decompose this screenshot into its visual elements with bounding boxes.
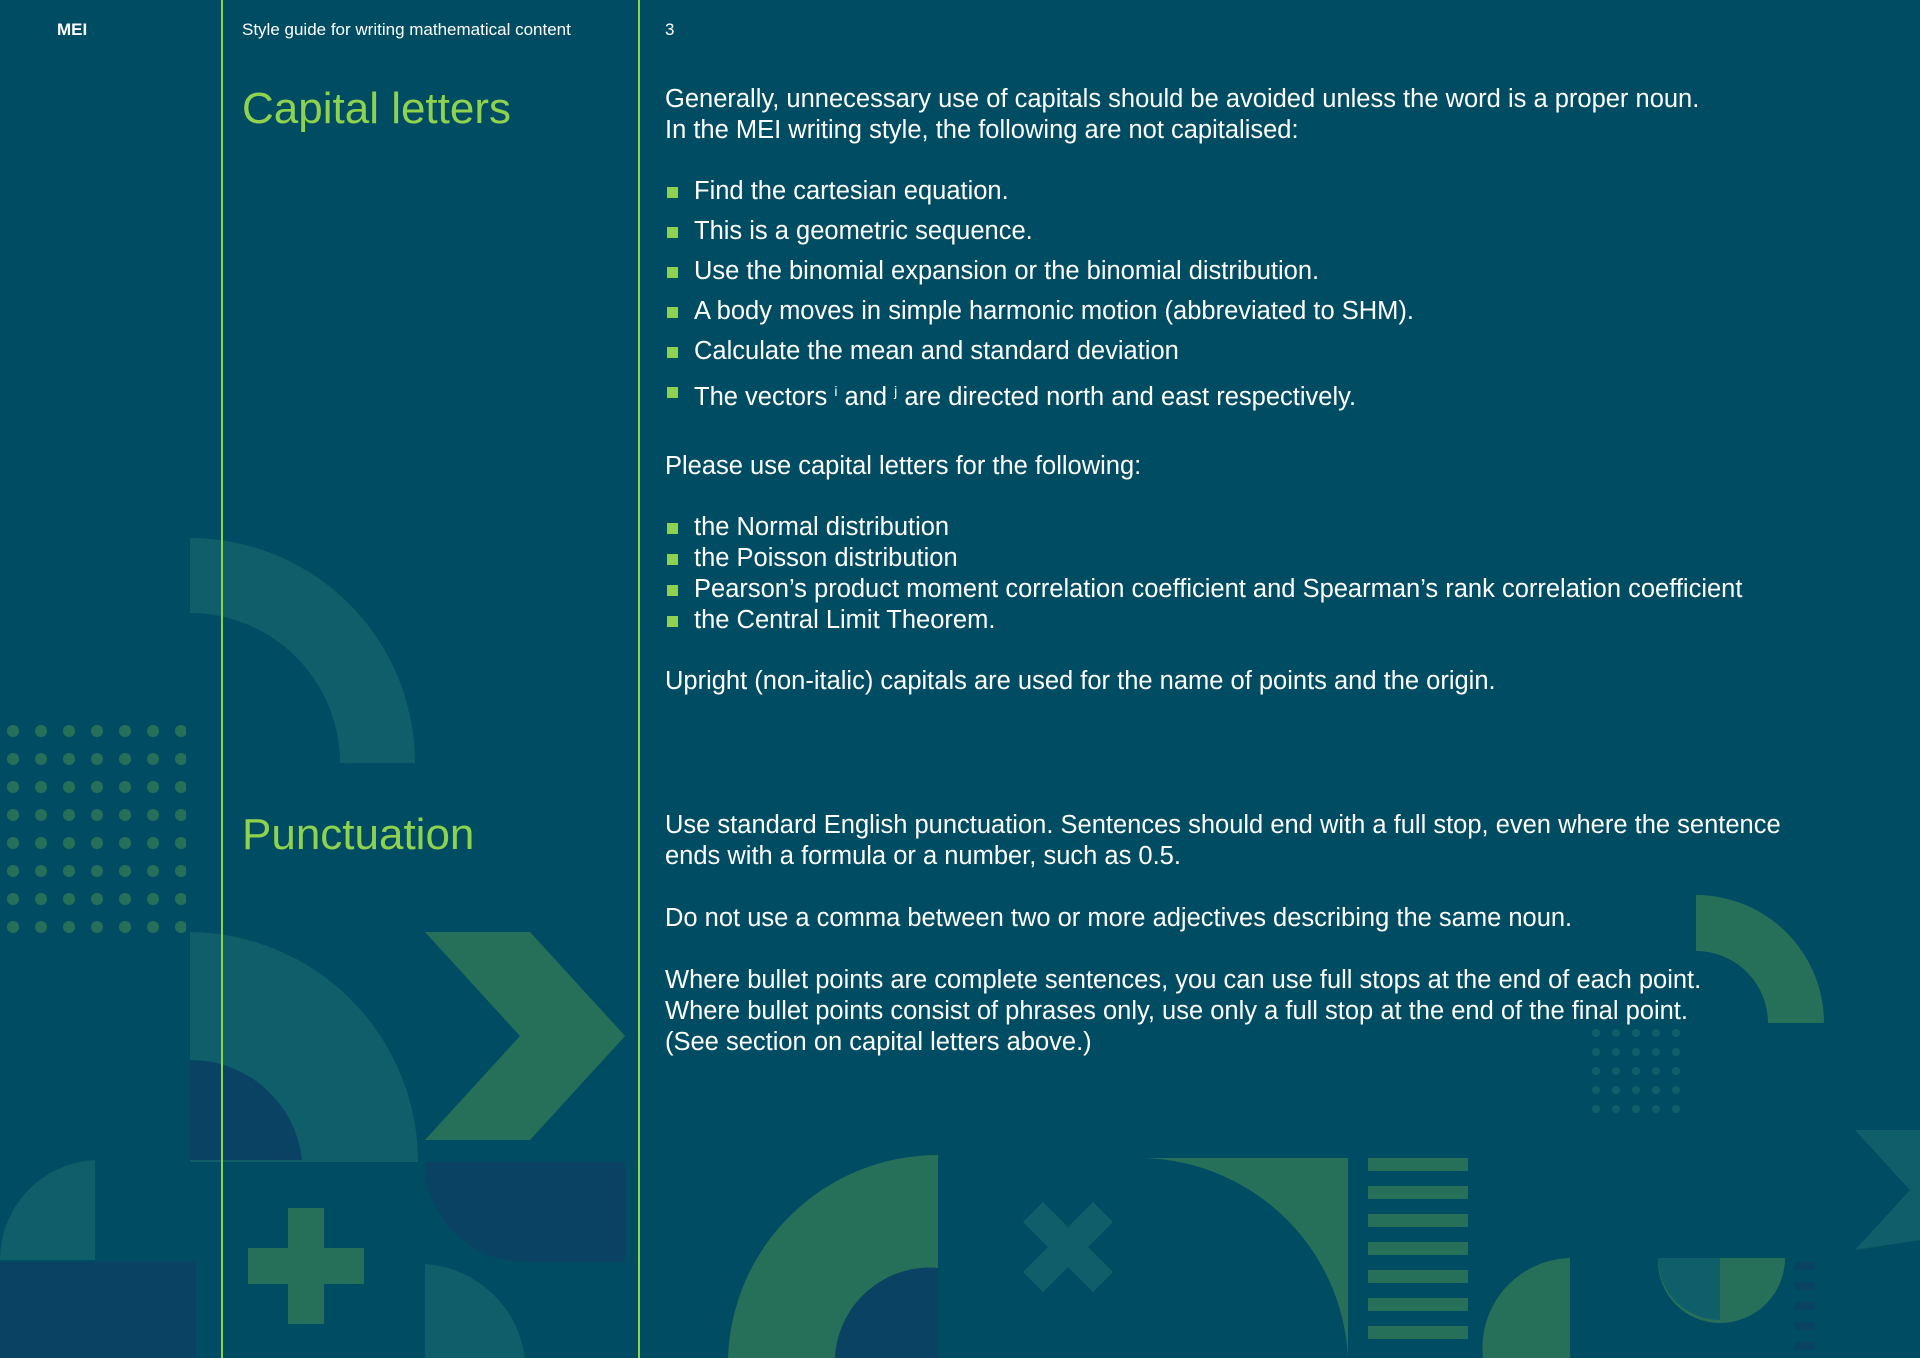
punctuation-paragraph: Use standard English punctuation. Sentences should end with a full stop, even where the sentence ends with a formula or a number, such as 0.5. (665, 811, 1781, 870)
closing-paragraph: Upright (non-italic) capitals are used for the name of points and the origin. (665, 667, 1496, 695)
wedge-shape (1135, 1158, 1348, 1358)
bullet-points-paragraph (665, 965, 1905, 1058)
list-item: This is a geometric sequence. (665, 216, 1905, 247)
paragraph-line: (See section on capital letters above.) (665, 1028, 1092, 1056)
right-edge-stripes (1795, 1262, 1815, 1350)
right-edge-chevron (1855, 1130, 1920, 1250)
list-item: Find the cartesian equation. (665, 176, 1905, 207)
vector-j-symbol: j (894, 383, 898, 399)
document-title: Style guide for writing mathematical content (242, 20, 571, 39)
stripes-shape (1368, 1158, 1468, 1339)
chevron-shape (425, 932, 625, 1140)
paragraph-line: Where bullet points are complete sentences, you can use full stops at the end of each point. (665, 966, 1702, 994)
vectors-text-after: are directed north and east respectively. (897, 383, 1357, 411)
intro-paragraph (665, 84, 1905, 146)
not-capitalised-list (665, 176, 1905, 413)
mei-logo: MEI (57, 20, 88, 39)
column-divider-right (638, 0, 640, 1358)
section-heading-capital-letters: Capital letters (242, 84, 512, 133)
list-item: A body moves in simple harmonic motion (abbreviated to SHM). (665, 296, 1905, 327)
intro-line: In the MEI writing style, the following are not capitalised: (665, 116, 1299, 144)
list-item: the Poisson distribution (665, 543, 1905, 574)
arc-shape-top (190, 538, 415, 763)
half-circle-block (425, 1162, 625, 1262)
vector-i-symbol: i (834, 383, 838, 399)
section-body-capital-letters (665, 84, 1905, 697)
bottom-left-block (0, 1262, 196, 1358)
bottom-right-small-block (1658, 1258, 1720, 1320)
list-item: Pearson’s product moment correlation coefficient and Spearman’s rank correlation coefficient (665, 574, 1905, 605)
bottom-right-half-circle (1482, 1258, 1570, 1358)
list-item-vectors (665, 376, 1905, 413)
paragraph-line: Where bullet points consist of phrases only, use only a full stop at the end of the final point. (665, 997, 1688, 1025)
list-item: Use the binomial expansion or the binomial distribution. (665, 256, 1905, 287)
vectors-text-middle: and (837, 383, 895, 411)
bottom-left-arc-shape (0, 1160, 95, 1260)
vectors-text-before: The vectors (694, 383, 835, 411)
dot-grid-left (0, 724, 186, 934)
section-body-punctuation (665, 810, 1905, 1058)
times-icon-shape (1023, 1202, 1113, 1292)
plus-shape (248, 1208, 364, 1324)
punctuation-paragraph: Do not use a comma between two or more adjectives describing the same noun. (665, 904, 1573, 932)
column-divider-left (221, 0, 223, 1358)
bottom-arc-shape (425, 1264, 525, 1358)
intro-line: Generally, unnecessary use of capitals should be avoided unless the word is a proper noun. (665, 85, 1700, 113)
list-item: Calculate the mean and standard deviation (665, 336, 1905, 367)
list-item: the Normal distribution (665, 512, 1905, 543)
list-item: the Central Limit Theorem. (665, 605, 1905, 636)
section-heading-punctuation: Punctuation (242, 810, 475, 859)
page-number: 3 (665, 20, 675, 39)
capitals-intro-paragraph: Please use capital letters for the following: (665, 452, 1142, 480)
capitalised-list (665, 512, 1905, 636)
